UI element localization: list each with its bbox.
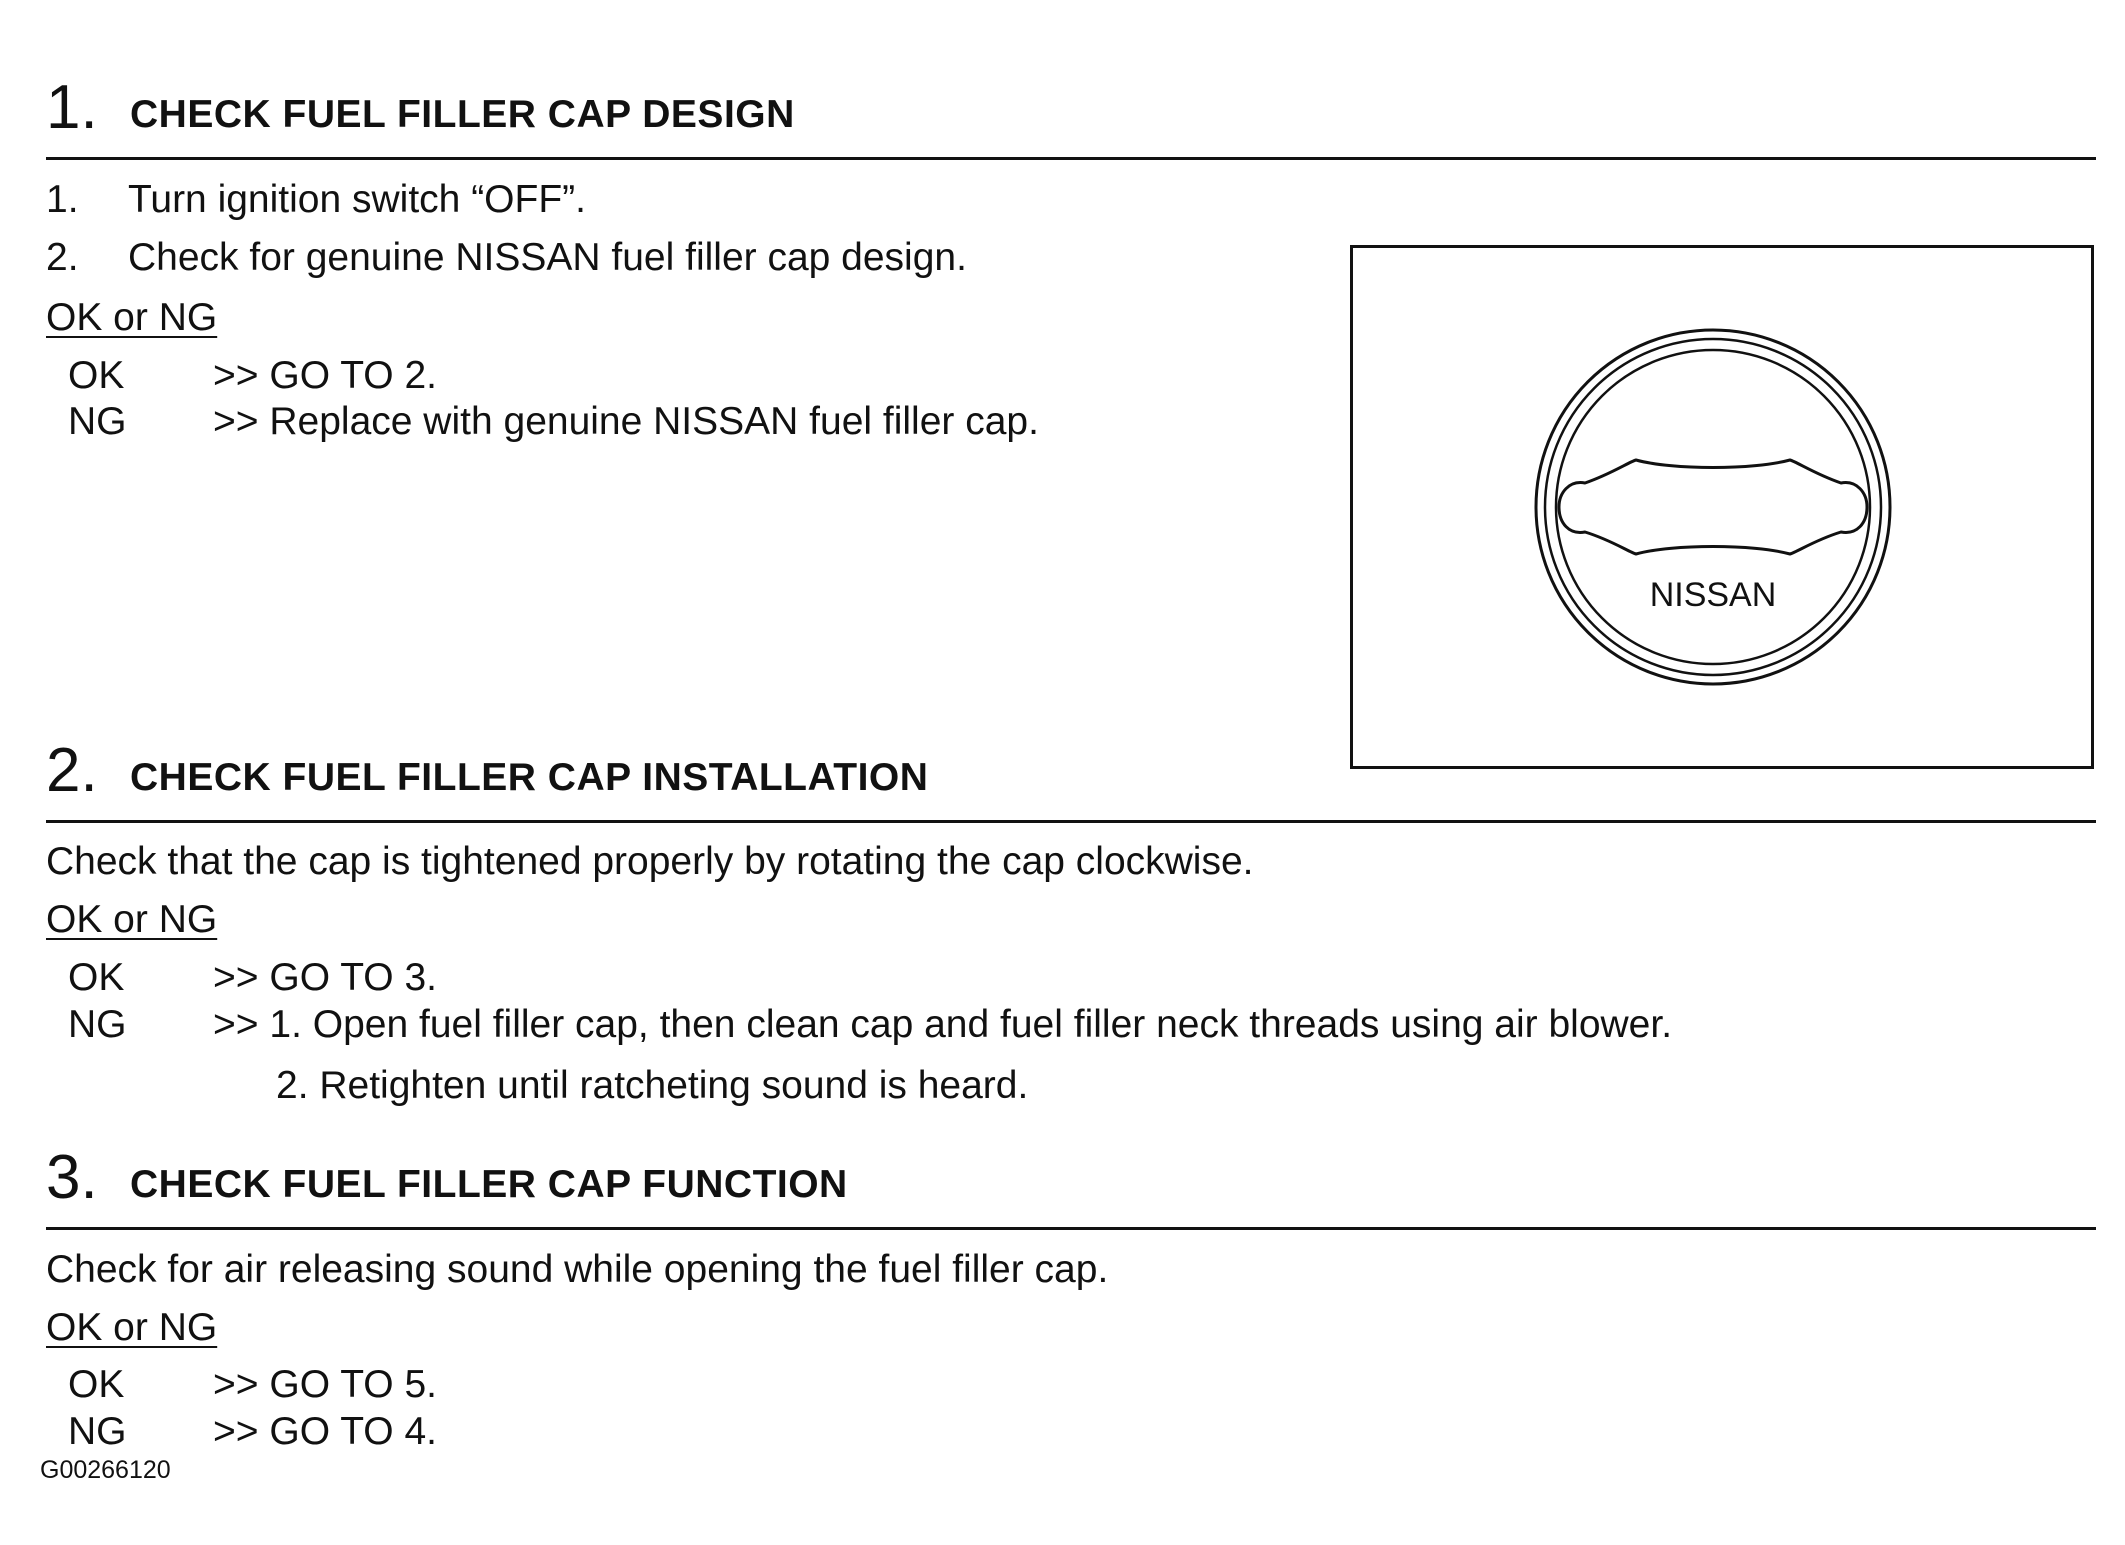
step-1-ng-action: >> Replace with genuine NISSAN fuel filler cap.	[213, 400, 1039, 443]
step-1-instruction-2-text: Check for genuine NISSAN fuel filler cap design.	[128, 236, 967, 279]
step-3-header	[46, 1143, 2096, 1230]
step-3-ng-action: >> GO TO 4.	[213, 1410, 438, 1453]
step-3-title: CHECK FUEL FILLER CAP FUNCTION	[130, 1163, 848, 1206]
step-2-instruction: Check that the cap is tightened properly by rotating the cap clockwise.	[46, 840, 1254, 883]
step-3-ok-action: >> GO TO 5.	[213, 1363, 438, 1406]
step-3-ok-or-ng: OK or NG	[46, 1306, 218, 1349]
step-1-ng-label: NG	[68, 400, 127, 443]
fuel-cap-icon	[1353, 248, 2091, 766]
step-2-ng-action: >> 1. Open fuel filler cap, then clean cap and fuel filler neck threads using air blower.	[213, 1003, 1673, 1046]
step-1-title: CHECK FUEL FILLER CAP DESIGN	[130, 93, 795, 136]
step-3-ok-label: OK	[68, 1363, 125, 1406]
step-2-title: CHECK FUEL FILLER CAP INSTALLATION	[130, 756, 929, 799]
step-2-ng-label: NG	[68, 1003, 127, 1046]
step-1-ok-or-ng: OK or NG	[46, 296, 218, 339]
step-3-ng-label: NG	[68, 1410, 127, 1453]
step-1-ok-action: >> GO TO 2.	[213, 354, 438, 397]
step-2-ok-or-ng: OK or NG	[46, 898, 218, 941]
step-2-header	[46, 736, 2096, 823]
step-1-ok-label: OK	[68, 354, 125, 397]
step-3-instruction: Check for air releasing sound while opening the fuel filler cap.	[46, 1248, 1109, 1291]
step-1-number: 1.	[46, 73, 98, 142]
step-1-instruction-1-text: Turn ignition switch “OFF”.	[128, 178, 586, 221]
step-2-ok-label: OK	[68, 956, 125, 999]
step-2-number: 2.	[46, 736, 98, 805]
fuel-cap-illustration	[1350, 245, 2094, 769]
cap-brand-label: NISSAN	[1649, 576, 1777, 614]
step-1-header	[46, 73, 2096, 160]
step-1-instruction-2-number: 2.	[46, 236, 79, 279]
step-1-instruction-1-number: 1.	[46, 178, 79, 221]
figure-id: G00266120	[40, 1456, 171, 1484]
step-2-ng-continuation: 2. Retighten until ratcheting sound is heard.	[276, 1064, 1029, 1107]
step-2-ok-action: >> GO TO 3.	[213, 956, 438, 999]
step-3-number: 3.	[46, 1143, 98, 1212]
